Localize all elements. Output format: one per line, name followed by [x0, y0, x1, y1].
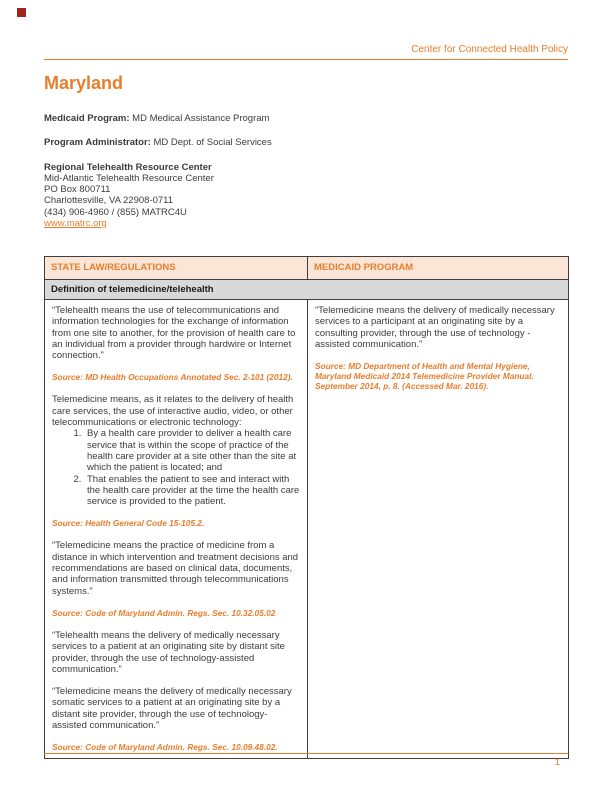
header-rule: [44, 59, 568, 60]
list-item: 1. By a health care provider to deliver a health care service that is within the scope of practice of the health care provider at a site other than the site at which the patient is located; and: [84, 428, 300, 473]
medicaid-program-line: [44, 113, 568, 124]
section-heading-row: [45, 279, 569, 299]
rtrc-po-box: PO Box 800711: [44, 184, 111, 196]
state-law-quote-5: “Telemedicine means the delivery of medically necessary somatic services to a patient at an originating site by a distant site provider, through the use of technology-assisted communication.”: [52, 686, 292, 731]
table-header-row: [45, 257, 569, 279]
state-law-cell: [45, 299, 308, 758]
medicaid-program-cell: [308, 299, 569, 758]
state-law-source-2: Source: Health General Code 15-105.2.: [52, 518, 205, 529]
state-law-quote-3: “Telemedicine means the practice of medicine from a distance in which intervention and treatment decisions and recommendations are based on clinical data, documents, and information transmitted through telecommunications systems.”: [52, 540, 299, 597]
program-admin-line: [44, 137, 568, 148]
policy-table: [44, 256, 569, 759]
medicaid-program-label: Medicaid Program:: [44, 113, 130, 124]
rtrc-address-block: [44, 162, 568, 230]
state-law-quote-4: “Telehealth means the delivery of medically necessary services to a patient at an originating site by distant site provider, through the use of technology-assisted communication.”: [52, 629, 285, 675]
column-header-medicaid: MEDICAID PROGRAM: [308, 257, 569, 279]
org-name-header: Center for Connected Health Policy: [411, 44, 568, 55]
page-footer: [44, 753, 568, 768]
rtrc-phone: (434) 906-4960 / (855) MATRC4U: [44, 206, 187, 218]
rtrc-website-link[interactable]: www.matrc.org: [44, 218, 107, 230]
rtrc-name: Mid-Atlantic Telehealth Resource Center: [44, 172, 214, 184]
medicaid-quote-1: “Telemedicine means the delivery of medically necessary services to a participant at an originating site by a consulting provider, through the use of technology - assisted communication.”: [315, 304, 555, 350]
footer-rule: [44, 753, 568, 754]
state-law-numbered-list: [52, 428, 300, 507]
program-admin-label: Program Administrator:: [44, 137, 151, 149]
page-title: Maryland: [44, 73, 124, 93]
column-header-state-law: STATE LAW/REGULATIONS: [45, 257, 308, 279]
state-law-quote-1: “Telehealth means the use of telecommunications and information technologies for the exchange of information from one site to another, for the provision of health care to an individual from a provider through hardwire or Internet connection.”: [52, 304, 296, 362]
page-number: 1: [554, 757, 560, 768]
program-admin-value: MD Dept. of Social Services: [153, 137, 272, 149]
medicaid-program-value: MD Medical Assistance Program: [132, 113, 270, 124]
section-heading: Definition of telemedicine/telehealth: [45, 279, 569, 299]
list-item: 2. That enables the patient to see and interact with the health care provider at the time the health care service is provided to the patient.: [84, 474, 300, 508]
medicaid-source-1: Source: MD Department of Health and Mental Hygiene, Maryland Medicaid 2014 Telemedicine Provider Manual. September 2014, p. 8. (Accessed Mar. 2016).: [315, 361, 534, 392]
rtrc-city: Charlottesville, VA 22908-0711: [44, 195, 174, 207]
program-info-block: [44, 113, 568, 229]
table-body-row: [45, 299, 569, 758]
rtrc-heading: Regional Telehealth Resource Center: [44, 161, 212, 173]
red-square-annotation-icon: [17, 8, 26, 17]
state-law-source-4: Source: Code of Maryland Admin. Regs. Sec. 10.09.48.02.: [52, 742, 278, 753]
state-law-para-2: Telemedicine means, as it relates to the delivery of health care services, the use of interactive audio, video, or other telecommunications or electronic technology:: [52, 394, 294, 429]
state-law-source-3: Source: Code of Maryland Admin. Regs. Sec. 10.32.05.02: [52, 607, 276, 618]
state-law-source-1: Source: MD Health Occupations Annotated Sec. 2-101 (2012).: [52, 372, 293, 383]
